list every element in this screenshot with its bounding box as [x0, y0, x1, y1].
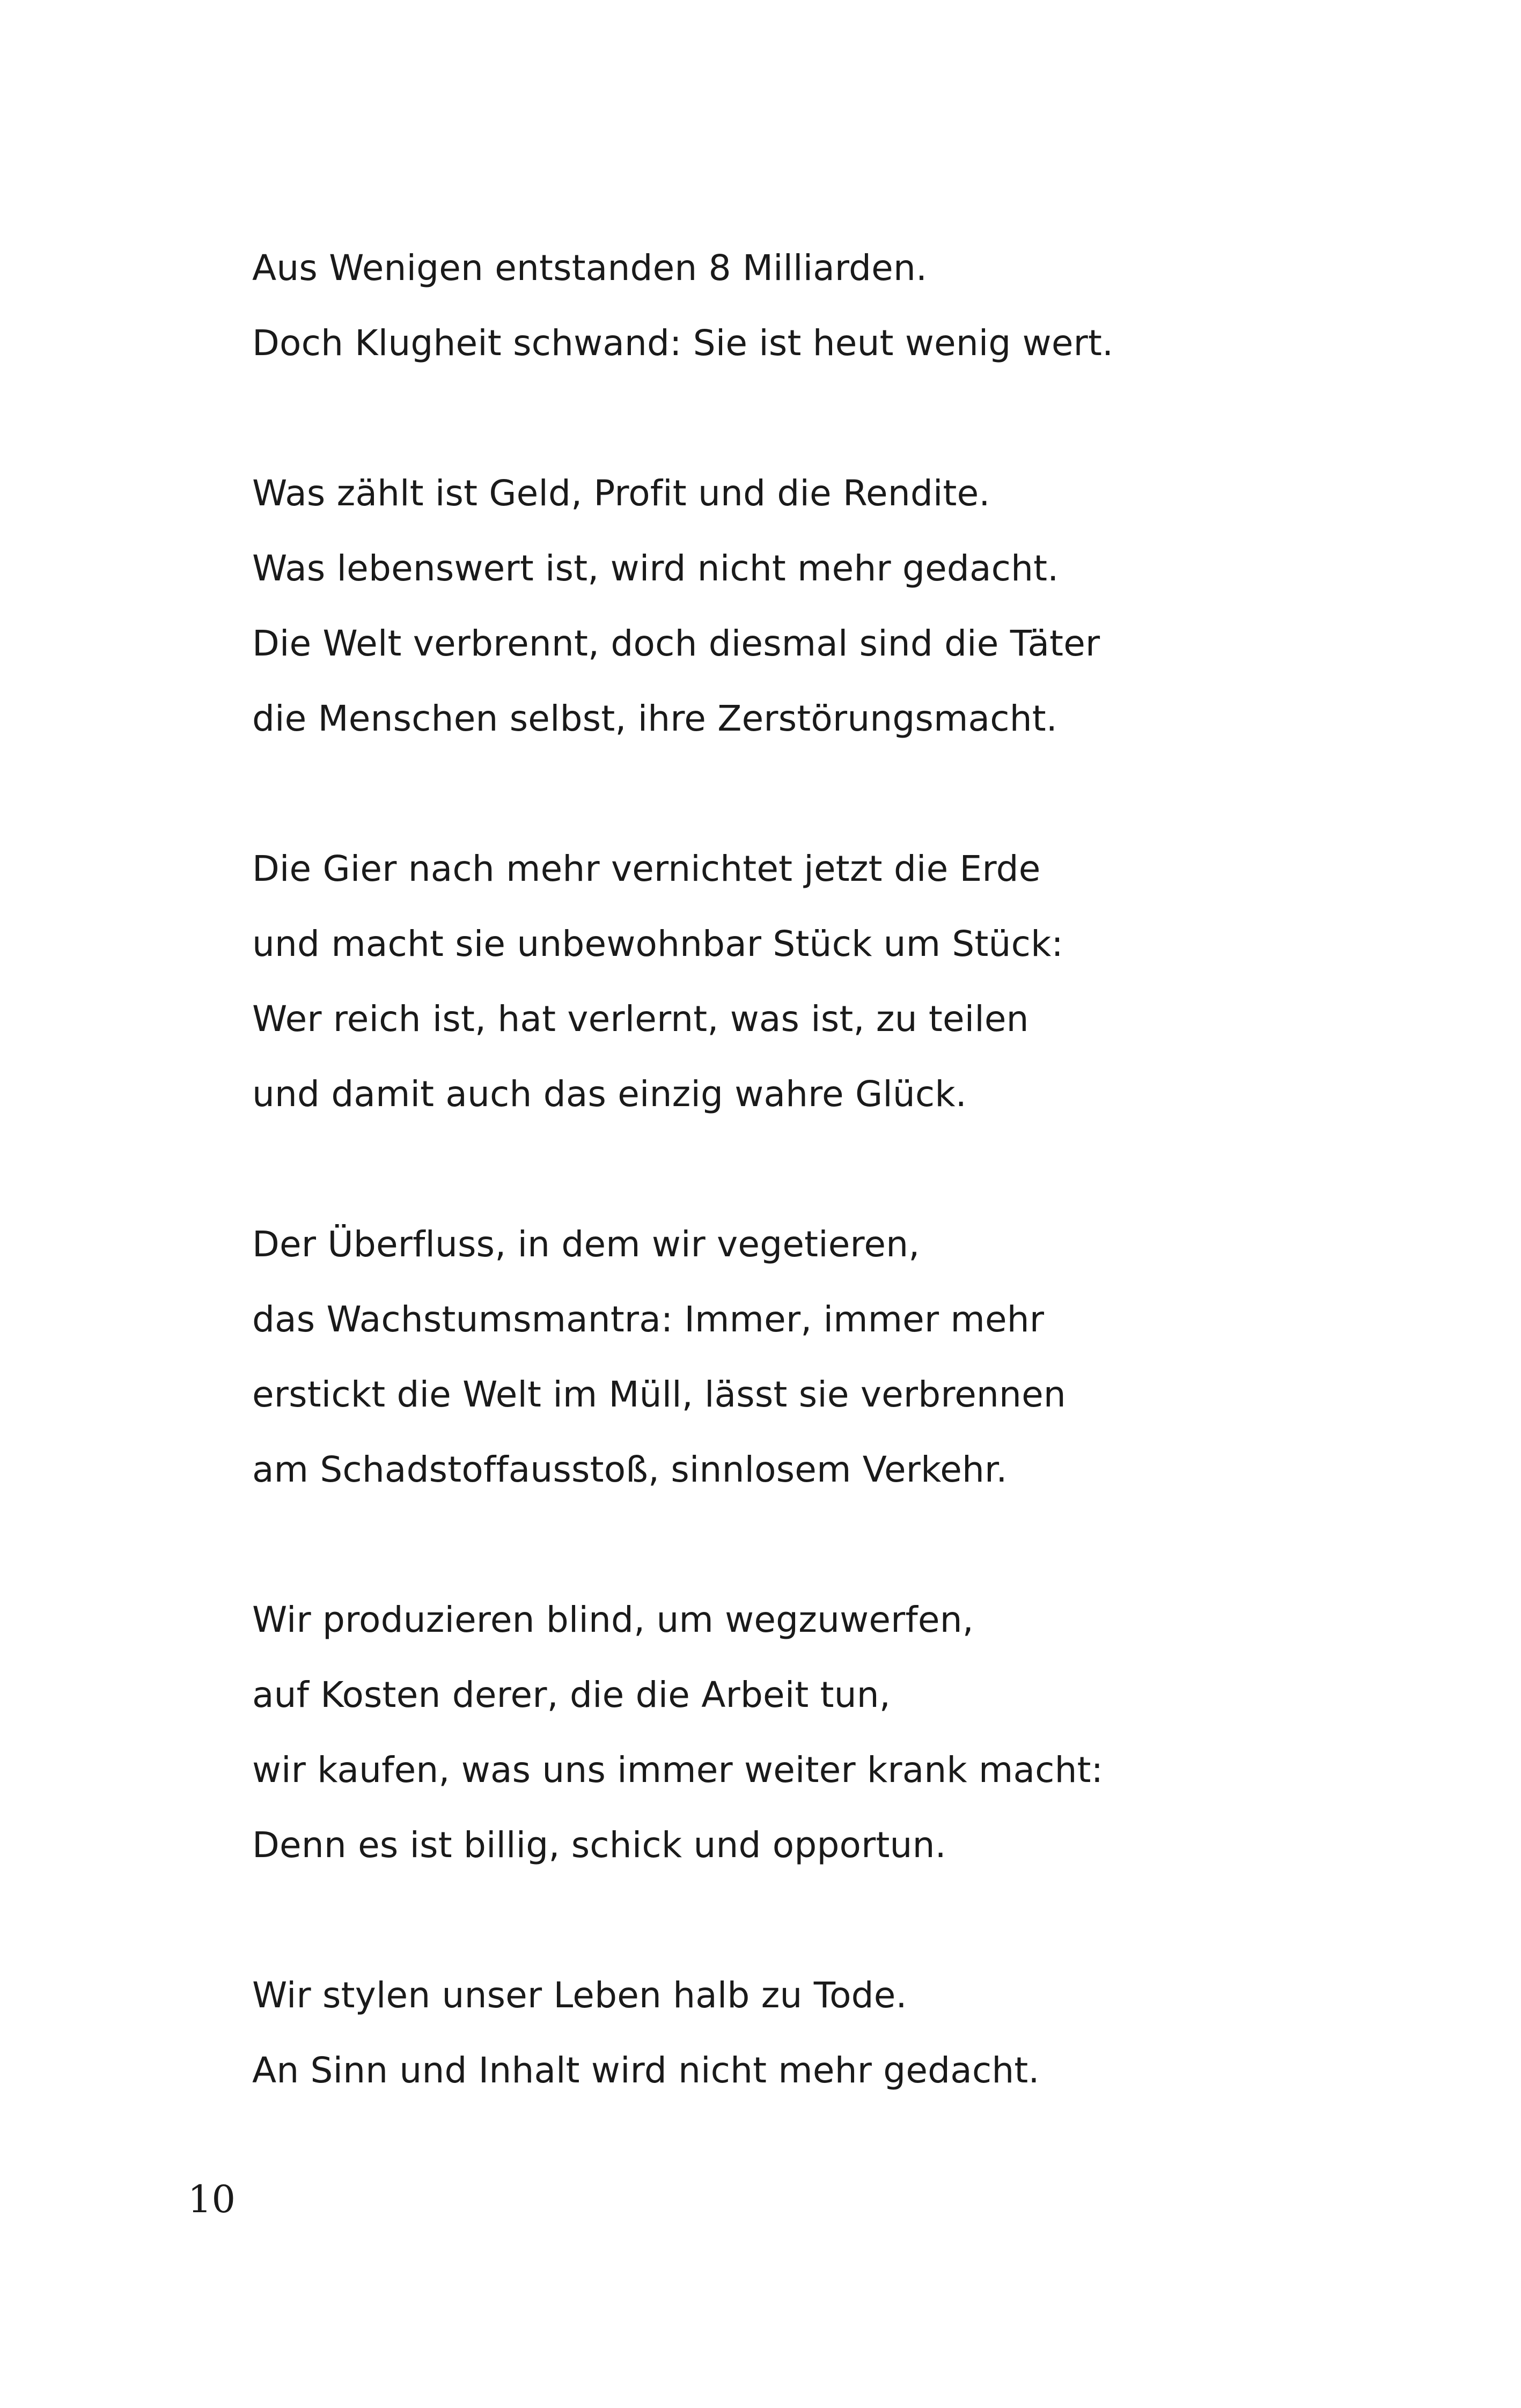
poem-line: Was lebenswert ist, wird nicht mehr gedacht.	[252, 548, 1059, 589]
poem-line: und macht sie unbewohnbar Stück um Stück:	[252, 923, 1063, 964]
poem-line: Wer reich ist, hat verlernt, was ist, zu teilen	[252, 998, 1029, 1040]
poem-line: am Schadstoffausstoß, sinnlosem Verkehr.	[252, 1449, 1008, 1490]
poem-line: Die Welt verbrennt, doch diesmal sind die Täter	[252, 623, 1100, 664]
poem-line: Was zählt ist Geld, Profit und die Rendite.	[252, 473, 990, 514]
stanza-3	[252, 831, 1325, 1132]
stanza-2	[252, 456, 1325, 756]
poem-line: Der Überfluss, in dem wir vegetieren,	[252, 1224, 920, 1265]
poem-line: die Menschen selbst, ihre Zerstörungsmacht.	[252, 698, 1057, 739]
stanza-5	[252, 1582, 1325, 1883]
poem-line: erstickt die Welt im Müll, lässt sie verbrennen	[252, 1374, 1066, 1415]
poem-line: das Wachstumsmantra: Immer, immer mehr	[252, 1299, 1045, 1340]
poem-line: Wir stylen unser Leben halb zu Tode.	[252, 1975, 907, 2016]
poem-line: und damit auch das einzig wahre Glück.	[252, 1073, 967, 1115]
stanza-6	[252, 1958, 1325, 2108]
stanza-4	[252, 1207, 1325, 1507]
poem-line: Wir produzieren blind, um wegzuwerfen,	[252, 1599, 974, 1640]
page-number: 10	[188, 2177, 236, 2221]
poem-line: Denn es ist billig, schick und opportun.	[252, 1824, 946, 1866]
poem-line: Doch Klugheit schwand: Sie ist heut wenig wert.	[252, 322, 1114, 364]
stanza-1	[252, 231, 1325, 381]
poem-line: Aus Wenigen entstanden 8 Milliarden.	[252, 247, 928, 289]
poem-line: auf Kosten derer, die die Arbeit tun,	[252, 1674, 891, 1715]
poem-line: An Sinn und Inhalt wird nicht mehr gedacht.	[252, 2050, 1040, 2091]
poem-line: Die Gier nach mehr vernichtet jetzt die Erde	[252, 848, 1041, 889]
poem-line: wir kaufen, was uns immer weiter krank macht:	[252, 1749, 1104, 1791]
poem-body	[252, 231, 1325, 2108]
